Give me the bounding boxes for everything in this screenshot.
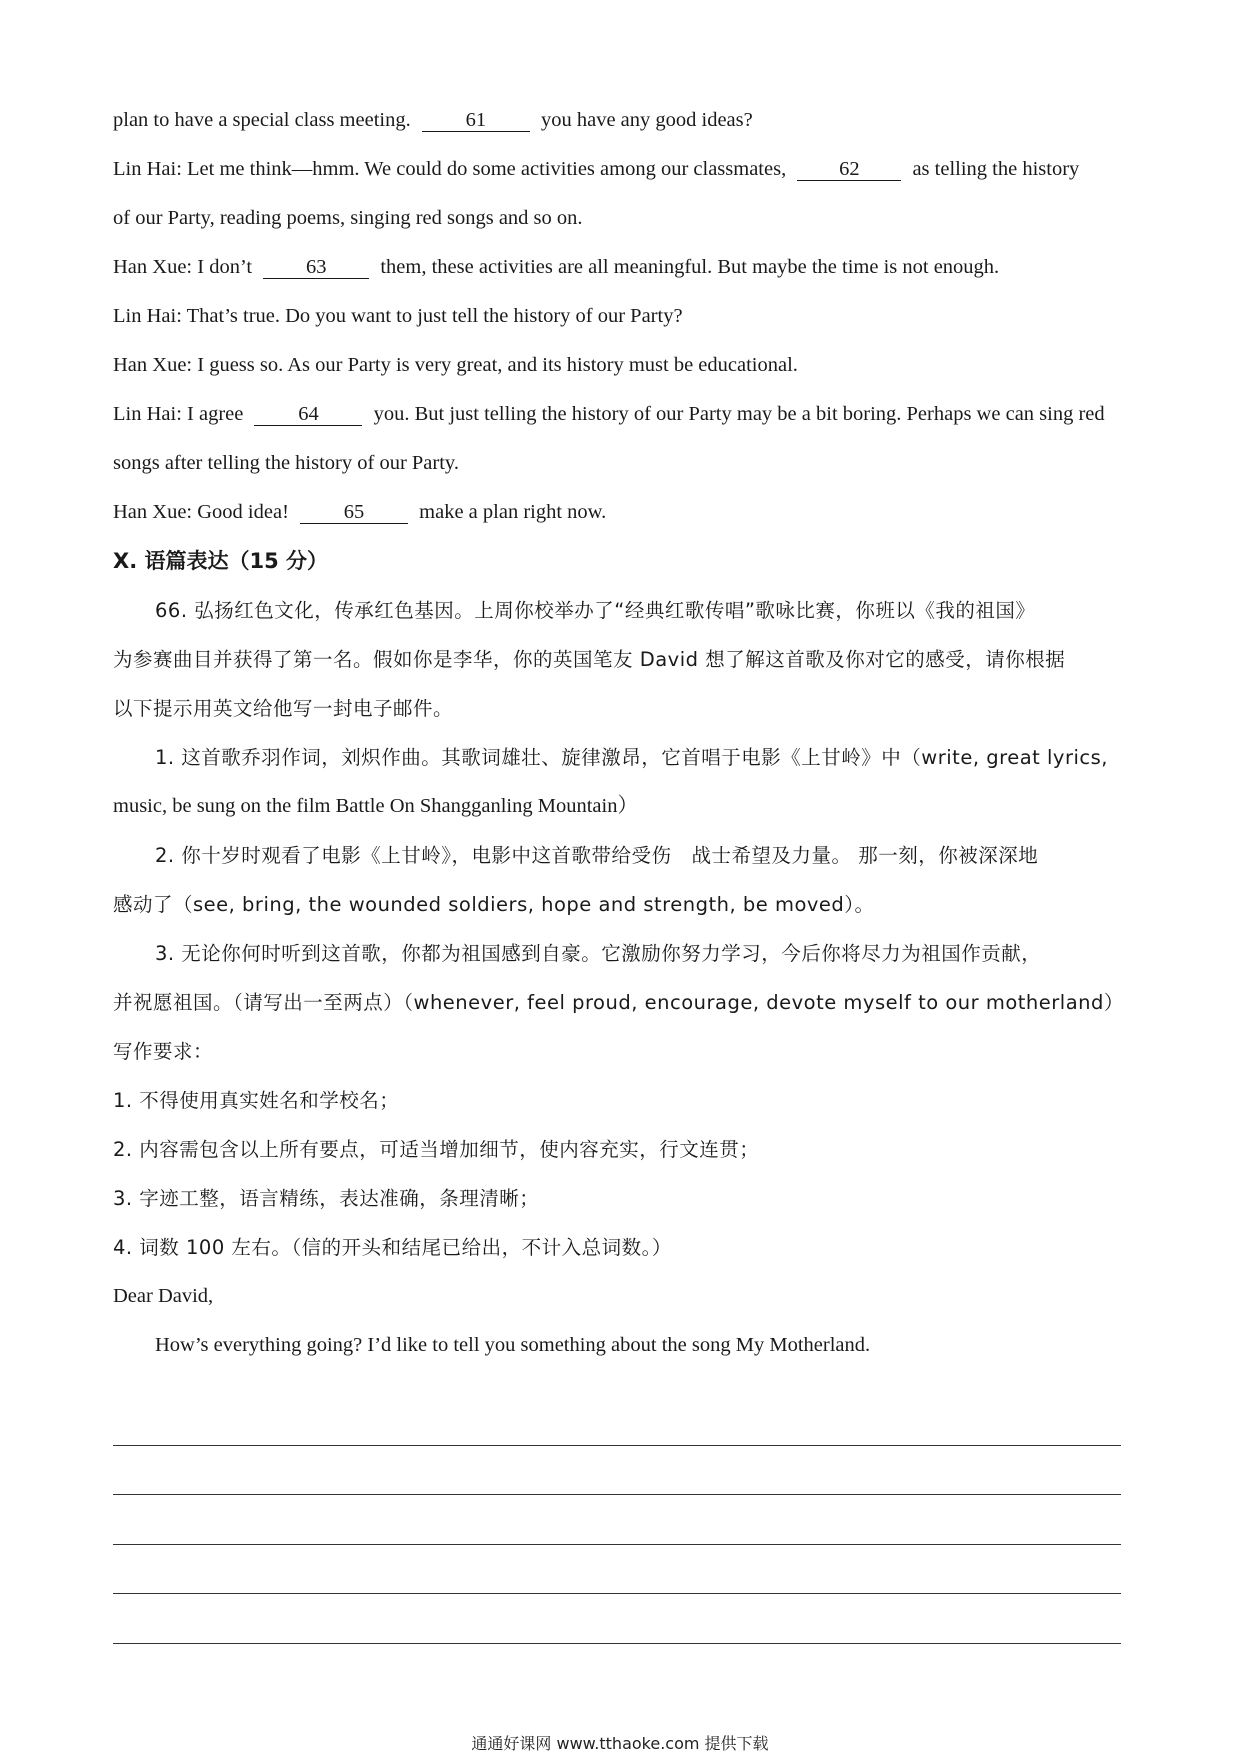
answer-line[interactable] <box>113 1396 1121 1446</box>
dialogue-line-3: of our Party, reading poems, singing red songs and so on. <box>113 207 583 229</box>
dialogue-line-8: songs after telling the history of our Party. <box>113 452 459 474</box>
section-title: X. 语篇表达（15 分） <box>113 549 329 573</box>
prompt-line-2: 为参赛曲目并获得了第一名。假如你是李华，你的英国笔友 David 想了解这首歌及你对它的感受，请你根据 <box>113 648 1066 671</box>
exam-page <box>113 96 1133 1370</box>
answer-area[interactable] <box>113 1396 1121 1644</box>
answer-line[interactable] <box>113 1495 1121 1545</box>
blank-63: 63 <box>263 256 369 279</box>
blank-64: 64 <box>254 403 362 426</box>
blank-65: 65 <box>300 501 408 524</box>
requirement-item: 1. 不得使用真实姓名和学校名； <box>113 1089 400 1112</box>
point-2a: 2. 你十岁时观看了电影《上甘岭》，电影中这首歌带给受伤 战士希望及力量。 那一刻，你被深深地 <box>155 844 1039 867</box>
letter-opening: How’s everything going? I’d like to tell you something about the song My Motherland. <box>155 1334 871 1356</box>
requirement-item: 2. 内容需包含以上所有要点，可适当增加细节，使内容充实，行文连贯； <box>113 1138 760 1161</box>
answer-line[interactable] <box>113 1446 1121 1496</box>
requirement-item: 3. 字迹工整，语言精练，表达准确，条理清晰； <box>113 1187 540 1210</box>
dialogue-line-9: Han Xue: Good idea! 65 make a plan right now. <box>113 501 607 523</box>
point-3a: 3. 无论你何时听到这首歌，你都为祖国感到自豪。它激励你努力学习，今后你将尽力为祖国作贡献， <box>155 942 1042 965</box>
letter-greeting: Dear David, <box>113 1285 214 1307</box>
blank-61: 61 <box>422 109 530 132</box>
answer-line[interactable] <box>113 1545 1121 1595</box>
point-2b: 感动了（see, bring, the wounded soldiers, hope and strength, be moved）。 <box>113 893 875 916</box>
requirement-item: 4. 词数 100 左右。（信的开头和结尾已给出，不计入总词数。） <box>113 1236 672 1259</box>
blank-62: 62 <box>797 158 901 181</box>
prompt-line-1: 66. 弘扬红色文化，传承红色基因。上周你校举办了“经典红歌传唱”歌咏比赛，你班以《我的祖国》 <box>155 599 1036 622</box>
prompt-line-3: 以下提示用英文给他写一封电子邮件。 <box>113 697 454 720</box>
dialogue-line-1: plan to have a special class meeting. 61 you have any good ideas? <box>113 109 753 131</box>
page-footer: 通通好课网 www.tthaoke.com 提供下载 <box>471 1734 769 1753</box>
point-1b: music, be sung on the film Battle On Shangganling Mountain） <box>113 795 638 817</box>
dialogue-line-2: Lin Hai: Let me think—hmm. We could do some activities among our classmates, 62 as telling the history <box>113 158 1080 180</box>
point-1a: 1. 这首歌乔羽作词，刘炽作曲。其歌词雄壮、旋律激昂，它首唱于电影《上甘岭》中（write, great lyrics, <box>155 746 1108 769</box>
dialogue-line-4: Han Xue: I don’t 63 them, these activities are all meaningful. But maybe the time is not enough. <box>113 256 1000 278</box>
dialogue-line-7: Lin Hai: I agree 64 you. But just telling the history of our Party may be a bit boring. Perhaps we can sing red <box>113 403 1105 425</box>
requirements-title: 写作要求： <box>113 1040 214 1063</box>
dialogue-line-6: Han Xue: I guess so. As our Party is very great, and its history must be educational. <box>113 354 798 376</box>
point-3b: 并祝愿祖国。（请写出一至两点）（whenever, feel proud, encourage, devote myself to our motherland） <box>113 991 1124 1014</box>
answer-line[interactable] <box>113 1594 1121 1644</box>
dialogue-line-5: Lin Hai: That’s true. Do you want to just tell the history of our Party? <box>113 305 683 327</box>
